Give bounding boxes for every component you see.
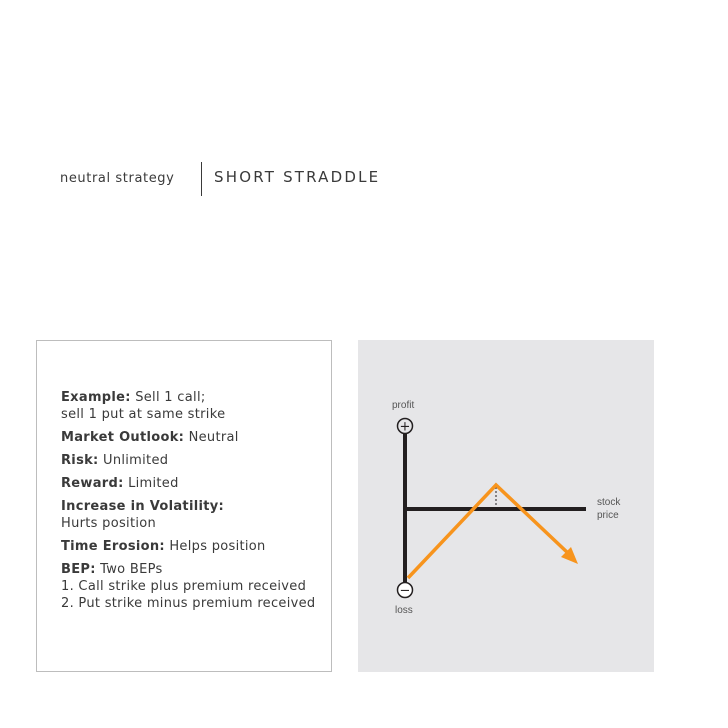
info-label: Market Outlook: — [61, 430, 185, 445]
info-label: Example: — [61, 390, 131, 405]
loss-label: loss — [395, 605, 413, 616]
info-row-time-erosion — [61, 538, 331, 555]
minus-symbol: − — [399, 583, 411, 599]
info-label: Increase in Volatility: — [61, 499, 224, 514]
info-label: Time Erosion: — [61, 539, 165, 554]
info-text: Two BEPs 1. Call strike plus premium received 2. Put strike minus premium received — [61, 562, 316, 611]
info-text: Sell 1 call; sell 1 put at same strike — [61, 390, 226, 422]
payoff-diagram — [358, 340, 654, 672]
stock-price-label-line1: stock — [597, 497, 621, 508]
strategy-info-list — [61, 389, 331, 618]
strategy-info-box — [36, 340, 332, 672]
info-label: Risk: — [61, 453, 99, 468]
stock-price-label-line2: price — [597, 510, 619, 521]
info-text: Neutral — [188, 430, 239, 445]
strategy-category: neutral strategy — [60, 171, 175, 186]
info-row-reward — [61, 475, 331, 492]
info-row-risk — [61, 452, 331, 469]
info-row-bep — [61, 561, 331, 612]
info-text: Hurts position — [61, 516, 157, 531]
info-label: Reward: — [61, 476, 124, 491]
header-divider — [201, 162, 202, 196]
page-title: SHORT STRADDLE — [214, 168, 381, 186]
profit-label: profit — [392, 400, 415, 411]
info-label: BEP: — [61, 562, 96, 577]
info-text: Helps position — [169, 539, 266, 554]
info-row-market-outlook — [61, 429, 331, 446]
info-row-volatility — [61, 498, 331, 532]
info-text: Limited — [128, 476, 179, 491]
info-row-example — [61, 389, 331, 423]
payoff-diagram-svg — [358, 340, 654, 672]
info-text: Unlimited — [103, 453, 169, 468]
payoff-line — [408, 485, 569, 578]
plus-symbol: + — [399, 419, 411, 435]
